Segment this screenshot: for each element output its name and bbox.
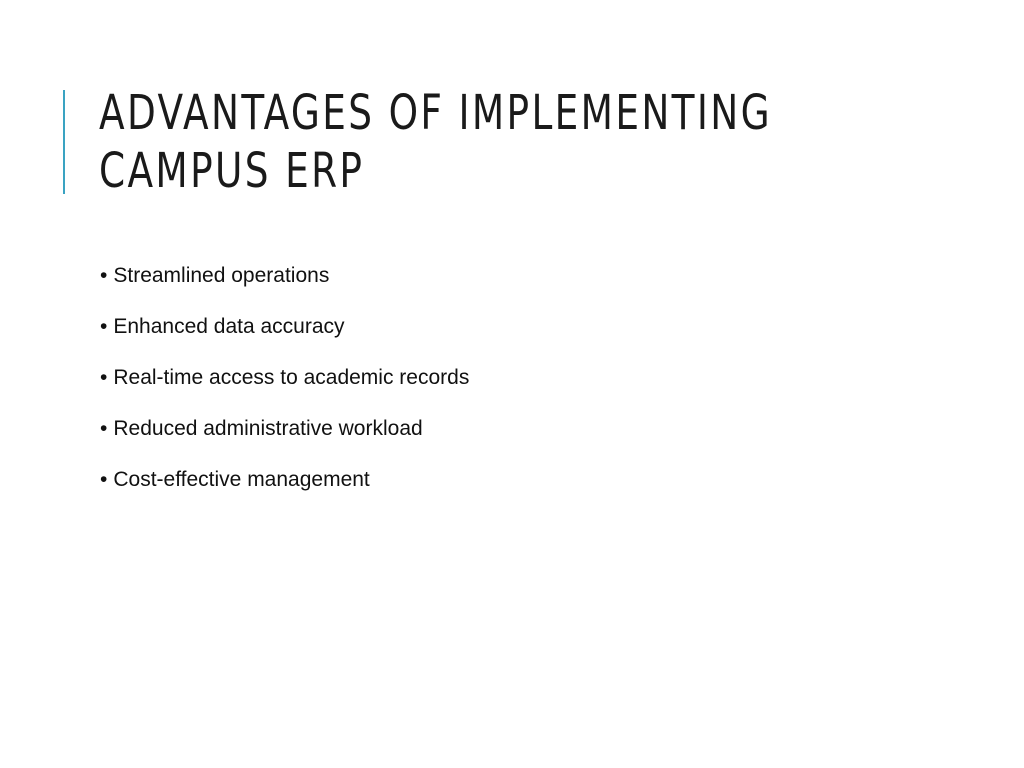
bullet-item	[100, 258, 900, 293]
bullet-text: Enhanced data accuracy	[113, 315, 345, 338]
bullet-item	[100, 411, 900, 446]
bullet-marker: •	[100, 417, 108, 440]
bullet-list	[100, 258, 900, 513]
bullet-text: Real-time access to academic records	[113, 366, 470, 389]
bullet-marker: •	[100, 264, 108, 287]
bullet-text: Reduced administrative workload	[113, 417, 423, 440]
bullet-text: Cost-effective management	[113, 468, 370, 491]
title-accent-bar	[63, 90, 65, 194]
bullet-marker: •	[100, 366, 108, 389]
bullet-marker: •	[100, 315, 108, 338]
bullet-item	[100, 309, 900, 344]
bullet-item	[100, 462, 900, 497]
bullet-text: Streamlined operations	[113, 264, 330, 287]
bullet-item	[100, 360, 900, 395]
bullet-marker: •	[100, 468, 108, 491]
slide-title: ADVANTAGES OF IMPLEMENTING CAMPUS ERP	[99, 85, 772, 199]
